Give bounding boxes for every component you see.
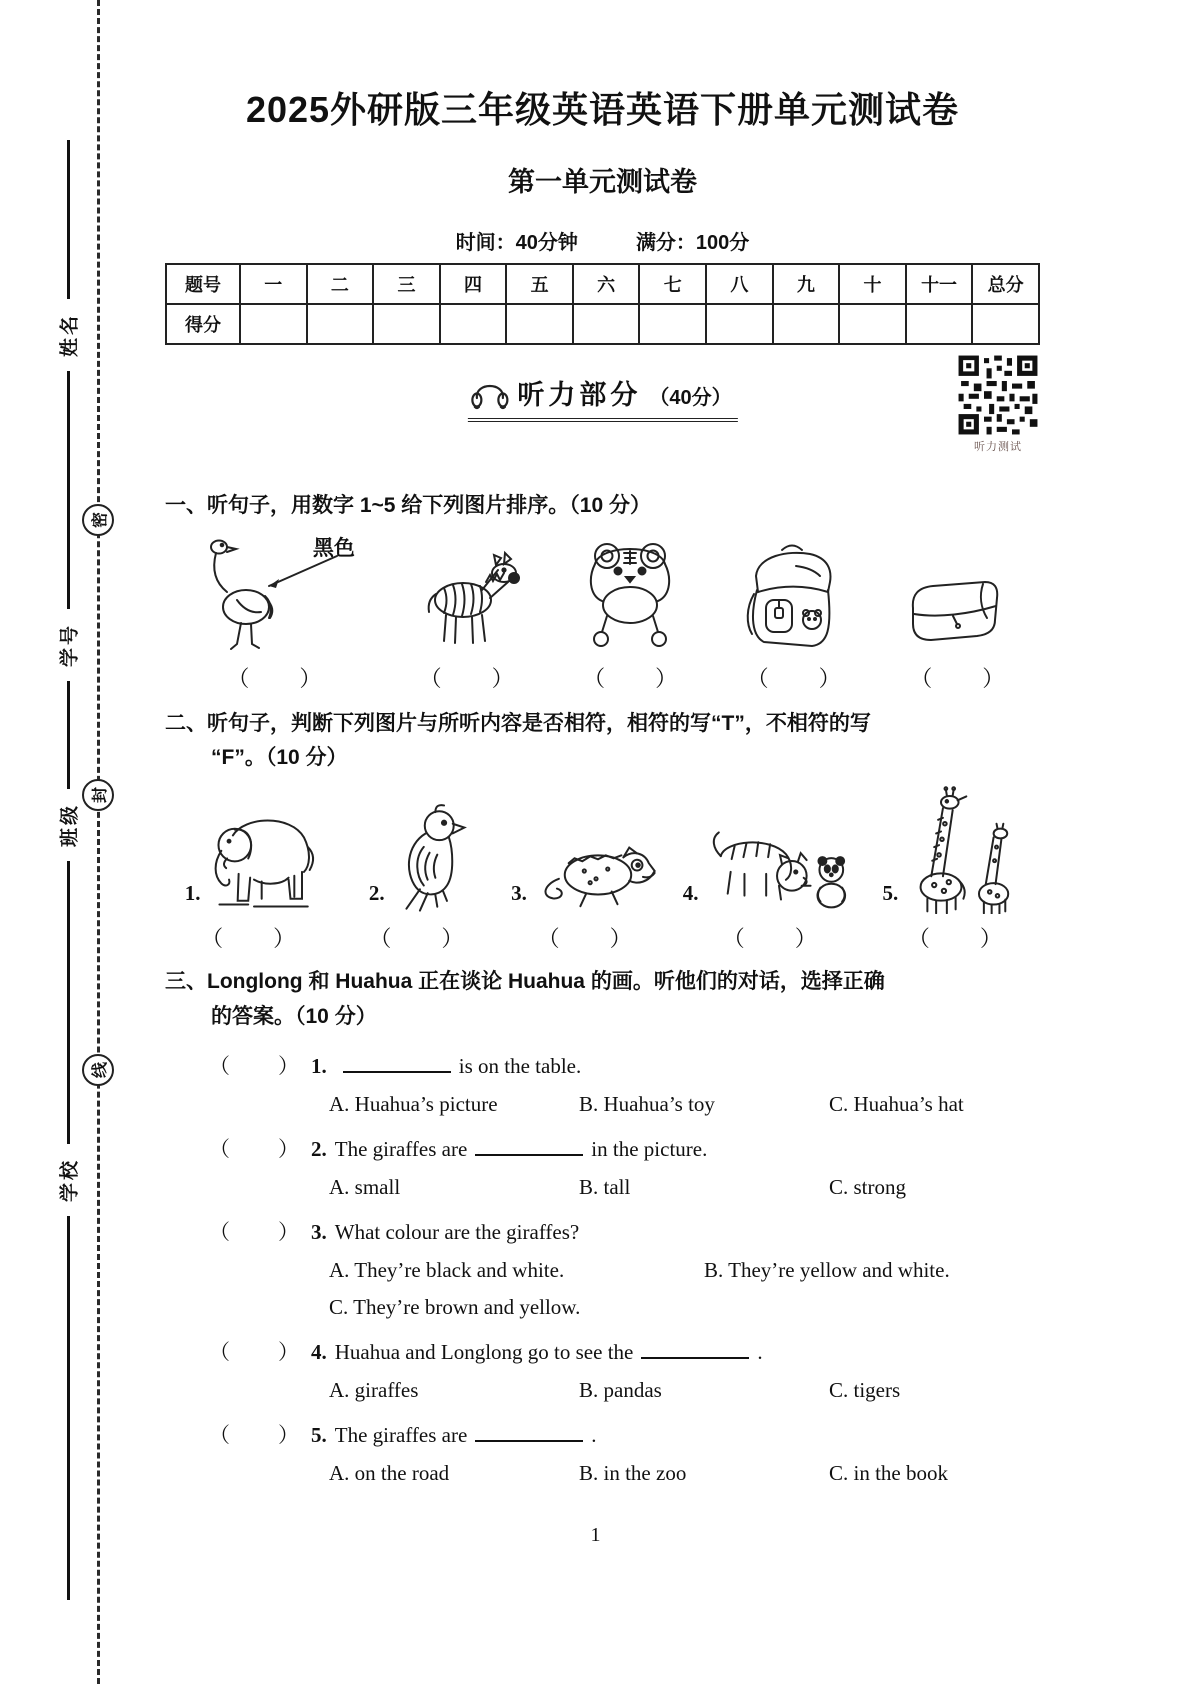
score-cell[interactable] (573, 304, 640, 344)
question-3-options-line2 (165, 1295, 1040, 1320)
score-table-score-row (166, 304, 1039, 344)
item-number: 4. (682, 880, 699, 905)
section2-heading-line1: 二、听句子，判断下列图片与所听内容是否相符，相符的写“T”，不相符的写 (165, 711, 871, 735)
giraffes-image (904, 786, 1016, 914)
col-header: 八 (706, 264, 773, 304)
item-number: 5. (882, 880, 899, 905)
option-c[interactable]: C. tigers (829, 1378, 901, 1403)
option-a[interactable]: A. giraffes (329, 1378, 419, 1403)
black-colour-label: 黑色 (312, 536, 355, 560)
question-text: . (591, 1423, 597, 1448)
elephant-image (206, 802, 326, 914)
section3-heading-line2: 的答案。（10 分） (211, 1004, 377, 1028)
listening-title: 听力部分 (517, 380, 642, 410)
col-header: 总分 (972, 264, 1039, 304)
score-cell[interactable] (240, 304, 307, 344)
score-row-header: 得分 (166, 304, 240, 344)
answer-paren[interactable]: （ ） (209, 1341, 301, 1365)
section2-answer-row (165, 922, 1040, 953)
col-header: 七 (639, 264, 706, 304)
score-cell[interactable] (773, 304, 840, 344)
score-cell[interactable] (972, 304, 1039, 344)
option-c[interactable]: C. in the book (829, 1461, 948, 1486)
answer-paren[interactable]: （ ） (209, 1138, 301, 1162)
class-label-text: 班级 (59, 802, 81, 848)
question-number: 5. (311, 1423, 327, 1448)
item-number: 2. (368, 880, 385, 905)
unit-subtitle: 第一单元测试卷 (508, 167, 697, 197)
col-header: 五 (506, 264, 573, 304)
school-label-text: 学校 (59, 1157, 81, 1203)
answer-paren[interactable]: （ ） (537, 925, 634, 951)
question-text: is on the table. (458, 1054, 582, 1079)
question-3-options-line1 (165, 1258, 1040, 1283)
option-b[interactable]: B. in the zoo (579, 1461, 687, 1486)
question-text: The giraffes are (334, 1137, 468, 1162)
score-cell[interactable] (307, 304, 374, 344)
col-header: 六 (573, 264, 640, 304)
option-b[interactable]: B. They’re yellow and white. (704, 1258, 950, 1283)
exam-meta (165, 226, 1040, 255)
question-text: . (757, 1340, 763, 1365)
answer-paren[interactable]: （ ） (583, 665, 680, 691)
question-number: 2. (311, 1137, 327, 1162)
question-4-options (165, 1378, 1040, 1403)
question-text: Huahua and Longlong go to see the (334, 1340, 634, 1365)
section2-heading-line2: “F”。（10 分） (211, 746, 348, 770)
question-number: 3. (311, 1220, 327, 1245)
question-text: in the picture. (591, 1137, 708, 1162)
answer-paren[interactable]: （ ） (419, 665, 516, 691)
col-header: 四 (440, 264, 507, 304)
answer-paren[interactable]: （ ） (201, 925, 298, 951)
question-2 (165, 1133, 1040, 1163)
col-header: 三 (373, 264, 440, 304)
student-id-label-text: 学号 (59, 622, 81, 668)
listening-section-header (165, 357, 1040, 475)
option-c[interactable]: C. strong (829, 1175, 907, 1200)
name-label-text: 姓名 (59, 312, 81, 358)
answer-paren[interactable]: （ ） (907, 925, 1004, 951)
option-a[interactable]: A. on the road (329, 1461, 450, 1486)
paper-title: 2025外研版三年级英语英语下册单元测试卷 (245, 89, 960, 130)
zebra-image (416, 534, 524, 654)
question-text: The giraffes are (334, 1423, 468, 1448)
section1-image-row (165, 534, 1040, 654)
question-5-options (165, 1461, 1040, 1486)
tiger-and-panda-image (705, 814, 853, 914)
col-header: 九 (773, 264, 840, 304)
line-char: 线 (91, 1062, 109, 1079)
pencil-case-image (899, 568, 1005, 654)
question-3 (165, 1216, 1040, 1246)
listening-qr-code (956, 353, 1040, 454)
full-score: 满分：100分 (635, 232, 750, 254)
ostrich-image (189, 534, 374, 654)
student-id-field-label (55, 609, 82, 681)
answer-blank[interactable] (475, 1421, 583, 1442)
name-field-label (55, 299, 82, 371)
score-cell[interactable] (839, 304, 906, 344)
fold-char-badge (82, 779, 114, 811)
option-c[interactable]: C. Huahua’s hat (829, 1092, 964, 1117)
headphones-icon (469, 376, 509, 410)
answer-paren[interactable]: （ ） (209, 1424, 301, 1448)
tiger-hat-image (580, 538, 682, 654)
score-cell[interactable] (506, 304, 573, 344)
option-b[interactable]: B. Huahua’s toy (579, 1092, 715, 1117)
section3-heading-line1: 三、Longlong 和 Huahua 正在谈论 Huahua 的画。听他们的对话，选择正确 (165, 969, 885, 993)
section2-image-row (165, 786, 1040, 914)
question-text: What colour are the giraffes? (334, 1220, 580, 1245)
question-number: 4. (311, 1340, 327, 1365)
answer-paren[interactable]: （ ） (369, 925, 466, 951)
score-table-header-row (166, 264, 1039, 304)
score-cell[interactable] (373, 304, 440, 344)
seal-char: 密 (91, 512, 109, 529)
answer-blank[interactable] (475, 1135, 583, 1156)
fold-char: 封 (91, 787, 109, 804)
option-a[interactable]: A. They’re black and white. (329, 1258, 565, 1283)
score-cell[interactable] (639, 304, 706, 344)
option-a[interactable]: A. small (329, 1175, 401, 1200)
school-field-label (55, 1144, 82, 1216)
answer-paren[interactable]: （ ） (910, 665, 1007, 691)
col-header: 一 (240, 264, 307, 304)
answer-blank[interactable] (343, 1052, 451, 1073)
question-1-options (165, 1092, 1040, 1117)
option-b[interactable]: B. tall (579, 1175, 631, 1200)
answer-paren[interactable]: （ ） (209, 1221, 301, 1245)
page-number: 1 (590, 1524, 601, 1546)
score-cell[interactable] (440, 304, 507, 344)
option-a[interactable]: A. Huahua’s picture (329, 1092, 498, 1117)
question-1 (165, 1050, 1040, 1080)
bird-image (391, 802, 473, 914)
seal-char-badge (82, 504, 114, 536)
question-number: 1. (311, 1054, 327, 1079)
answer-blank[interactable] (641, 1338, 749, 1359)
question-2-options (165, 1175, 1040, 1200)
item-number: 1. (184, 880, 201, 905)
option-b[interactable]: B. pandas (579, 1378, 662, 1403)
score-cell[interactable] (906, 304, 973, 344)
seal-dashed-line (97, 0, 100, 1684)
item-number: 3. (511, 880, 527, 905)
time-limit: 时间：40分钟 (455, 232, 578, 254)
line-char-badge (82, 1054, 114, 1086)
schoolbag-image (738, 538, 844, 654)
question-number-header: 题号 (166, 264, 240, 304)
answer-paren[interactable]: （ ） (209, 1055, 301, 1079)
answer-paren[interactable]: （ ） (722, 925, 819, 951)
listening-score: （40分） (649, 387, 732, 409)
question-4 (165, 1336, 1040, 1366)
question-5 (165, 1419, 1040, 1449)
answer-paren[interactable]: （ ） (227, 665, 324, 691)
col-header: 十 (839, 264, 906, 304)
chameleon-image (533, 828, 661, 914)
answer-paren[interactable]: （ ） (746, 665, 843, 691)
col-header: 二 (307, 264, 374, 304)
section1-heading: 一、听句子，用数字 1~5 给下列图片排序。（10 分） (165, 494, 651, 517)
qr-caption: 听力测试 (974, 441, 1022, 453)
score-table (165, 263, 1040, 345)
col-header: 十一 (906, 264, 973, 304)
class-field-label (55, 789, 82, 861)
score-cell[interactable] (706, 304, 773, 344)
section1-answer-row (165, 662, 1040, 693)
option-c[interactable]: C. They’re brown and yellow. (329, 1295, 581, 1320)
